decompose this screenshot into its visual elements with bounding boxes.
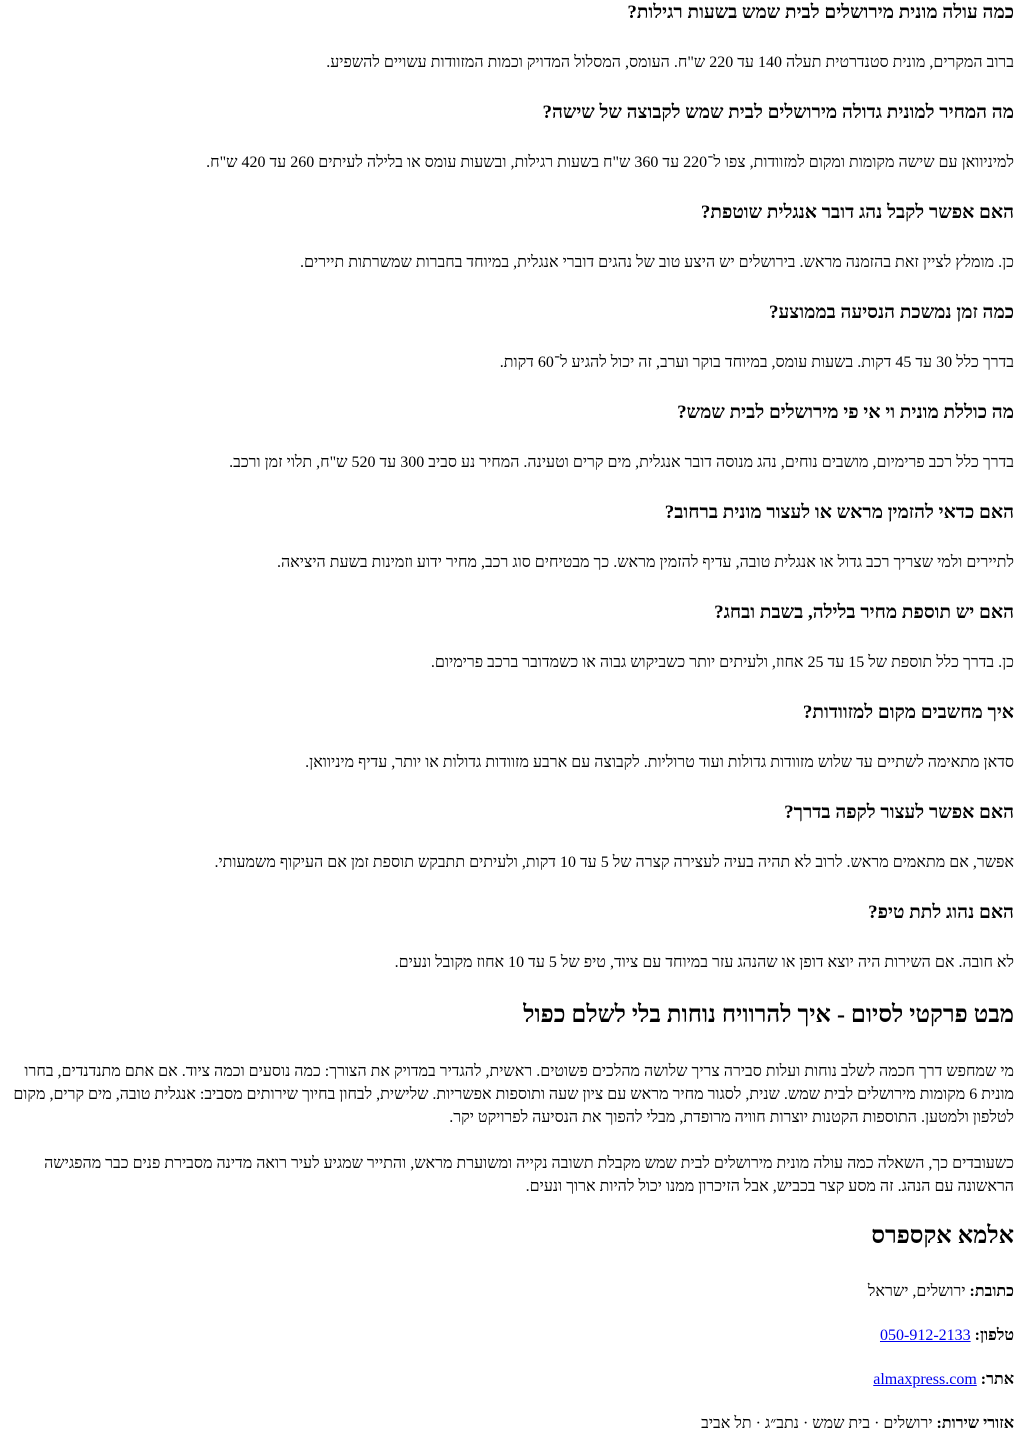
faq-answer: כן. מומלץ לציין זאת בהזמנה מראש. בירושלים יש היצע טוב של נהגים דוברי אנגלית, במיוחד בחברות שמשרתות תיירים. (300, 254, 1014, 271)
faq-question: מה המחיר למונית גדולה מירושלים לבית שמש לקבוצה של שישה? (542, 102, 1014, 123)
faq-item (10, 500, 1014, 575)
faq-question: כמה זמן נמשכת הנסיעה בממוצע? (769, 302, 1014, 323)
contact-website-row (10, 1370, 1014, 1390)
faq-question: האם נהוג לתת טיפ? (868, 902, 1014, 923)
phone-link[interactable]: 050-912-2133 (879, 1327, 971, 1344)
faq-item (10, 400, 1014, 475)
faq-question: האם אפשר לקבל נהג דובר אנגלית שוטפת? (700, 202, 1014, 223)
faq-item (10, 900, 1014, 975)
faq-item (10, 600, 1014, 675)
conclusion-paragraph: כשעובדים כך, השאלה כמה עולה מונית מירושלים לבית שמש מקבלת תשובה נקייה ומשוערת מראש, והתייר שמגיע לעיר רואה מדינה מסבירת פנים כבר מהפגישה הראשונה עם הנהג. זה מסע קצר בכביש, אבל הזיכרון ממנו יכול להיות ארוך ונעים. (44, 1155, 1014, 1195)
faq-answer: אפשר, אם מתאמים מראש. לרוב לא תהיה בעיה לעצירה קצרה של 5 עד 10 דקות, ולעיתים תתבקש תוספת זמן אם העיקוף משמעותי. (214, 854, 1014, 871)
faq-item (10, 0, 1014, 75)
faq-item (10, 300, 1014, 375)
faq-answer: כן. בדרך כלל תוספת של 15 עד 25 אחוז, ולעיתים יותר כשביקוש גבוה או כשמדובר ברכב פרימיום. (430, 654, 1014, 671)
faq-question: האם אפשר לעצור לקפה בדרך? (784, 802, 1014, 823)
contact-phone-row (10, 1326, 1014, 1346)
website-label: אתר: (980, 1371, 1014, 1388)
address-value: ירושלים, ישראל (867, 1283, 966, 1300)
faq-question: האם כדאי להזמין מראש או לעצור מונית ברחוב? (664, 502, 1014, 523)
faq-answer: בדרך כלל 30 עד 45 דקות. בשעות עומס, במיוחד בוקר וערב, זה יכול להגיע ל־60 דקות. (499, 354, 1014, 371)
company-name: אלמא אקספרס (871, 1223, 1014, 1249)
faq-item (10, 800, 1014, 875)
faq-answer: למיניוואן עם שישה מקומות ומקום למזוודות, צפו ל־220 עד 360 ש"ח בשעות רגילות, ובשעות עומס או בלילה לעיתים 260 עד 420 ש"ח. (206, 154, 1014, 171)
faq-answer: לא חובה. אם השירות היה יוצא דופן או שהנהג עזר במיוחד עם ציוד, טיפ של 5 עד 10 אחוז מקובל ונעים. (394, 954, 1014, 971)
faq-item (10, 200, 1014, 275)
faq-answer: לתיירים ולמי שצריך רכב גדול או אנגלית טובה, עדיף להזמין מראש. כך מבטיחים סוג רכב, מחיר ידוע וזמינות בשעת היציאה. (276, 554, 1014, 571)
conclusion-title: מבט פרקטי לסיום - איך להרוויח נוחות בלי לשלם כפול (523, 1002, 1014, 1028)
contact-service-areas-row (10, 1414, 1014, 1434)
faq-answer: בדרך כלל רכב פרימיום, מושבים נוחים, נהג מנוסה דובר אנגלית, מים קרים וטעינה. המחיר נע סביב 300 עד 520 ש"ח, תלוי זמן ורכב. (229, 454, 1014, 471)
faq-question: איך מחשבים מקום למזוודות? (802, 702, 1014, 723)
faq-question: מה כוללת מונית וי אי פי מירושלים לבית שמש? (677, 402, 1014, 423)
service-areas-label: אזורי שירות: (936, 1415, 1014, 1432)
faq-question: האם יש תוספת מחיר בלילה, בשבת ובחג? (714, 602, 1014, 623)
faq-question: כמה עולה מונית מירושלים לבית שמש בשעות רגילות? (627, 2, 1014, 23)
address-label: כתובת: (969, 1283, 1014, 1300)
phone-label: טלפון: (974, 1327, 1014, 1344)
faq-answer: סדאן מתאימה לשתיים עד שלוש מזוודות גדולות ועוד טרוליות. לקבוצה עם ארבע מזוודות גדולות או יותר, עדיף מיניוואן. (305, 754, 1014, 771)
faq-item (10, 700, 1014, 775)
contact-address-row (10, 1282, 1014, 1302)
faq-item (10, 100, 1014, 175)
conclusion-paragraph: מי שמחפש דרך חכמה לשלב נוחות ועלות סבירה צריך שלושה מהלכים פשוטים. ראשית, להגדיר במדויק את הצורך: כמה נוסעים וכמה ציוד. אם אתם מתנדנדים, בחרו מונית 6 מקומות מירושלים לבית שמש. שנית, לסגור מחיר מראש עם ציון שעה ותוספות אפשריות. שלישית, לבחון בחיוך שירותים מסביב: אנגלית טובה, מים קרים, מקום לטלפון ולמטען. התוספות הקטנות יוצרות חוויה מרופדת, מבלי להפוך את הנסיעה לפרויקט יקר. (13, 1063, 1014, 1126)
website-link[interactable]: almaxpress.com (873, 1371, 977, 1388)
faq-answer: ברוב המקרים, מונית סטנדרטית תעלה 140 עד 220 ש"ח. העומס, המסלול המדויק וכמות המזוודות עשויים להשפיע. (326, 54, 1014, 71)
service-areas-value: ירושלים · בית שמש · נתב״ג · תל אביב (701, 1415, 933, 1432)
